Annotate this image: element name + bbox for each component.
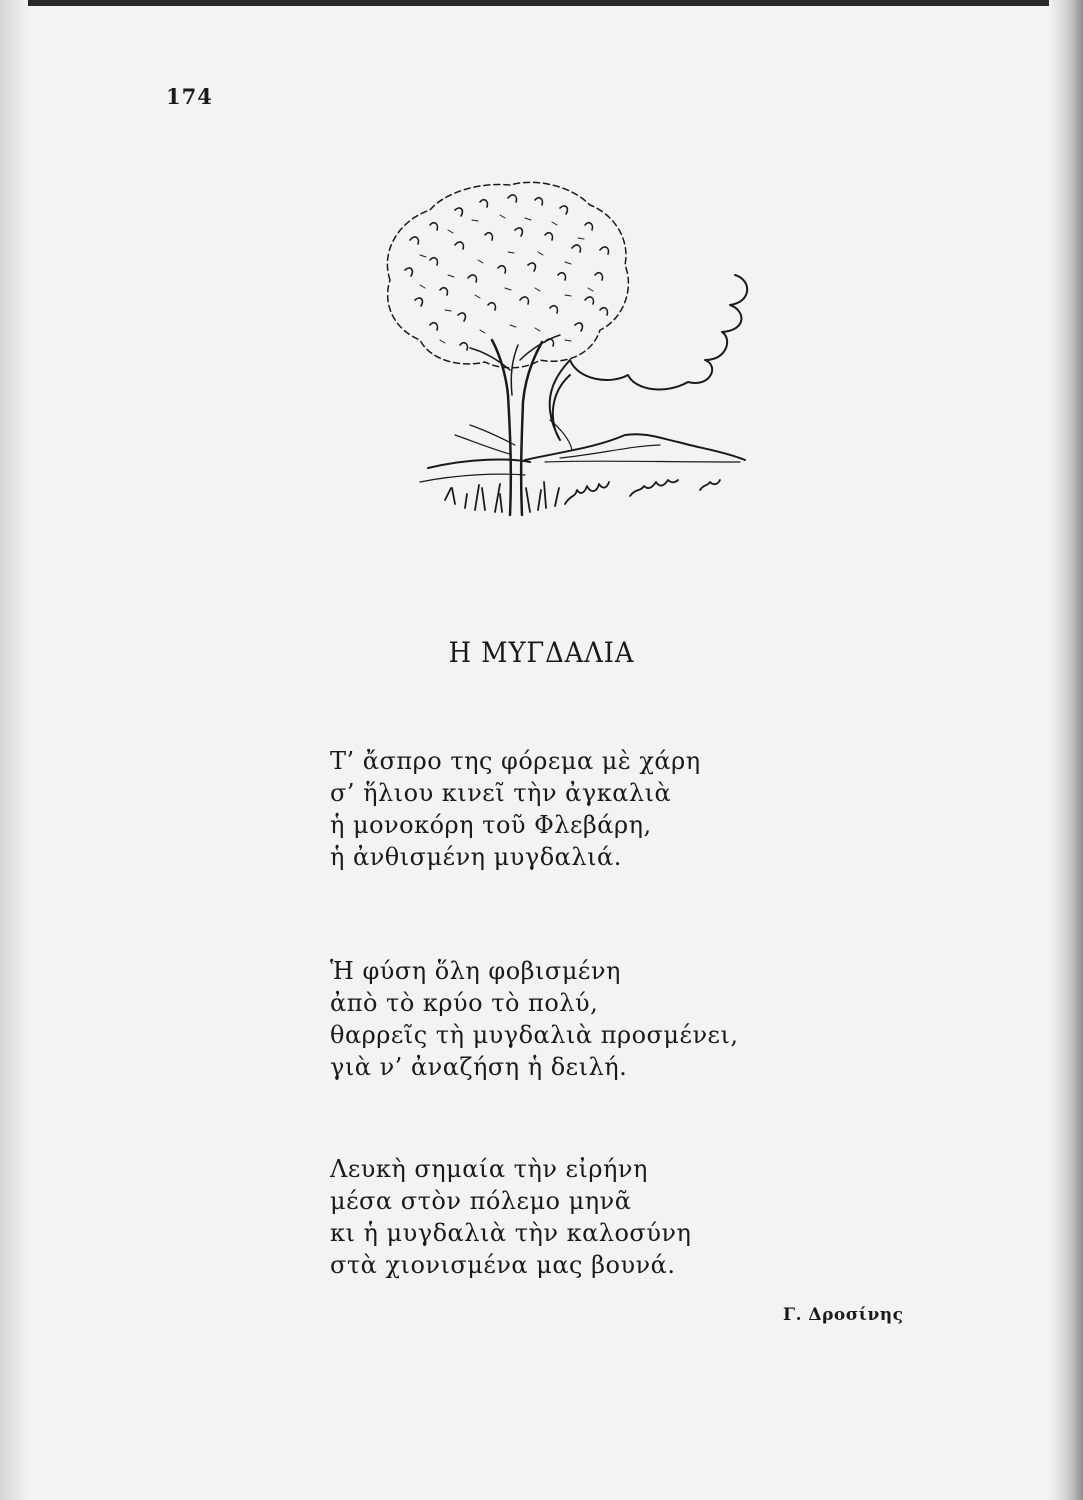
almond-tree-drawing	[360, 170, 780, 530]
verse-line: στὰ χιονισμένα μας βουνά.	[330, 1251, 676, 1279]
page-gutter-shadow	[0, 0, 28, 1500]
verse-line: μέσα στὸν πόλεμο μηνᾶ	[330, 1187, 632, 1215]
stanza-2	[330, 955, 850, 1083]
verse-line: Ἡ φύση ὅλη φοβισμένη	[330, 957, 621, 985]
stanza-3	[330, 1153, 850, 1281]
verse-line: θαρρεῖς τὴ μυγδαλιὰ προσμένει,	[330, 1021, 739, 1049]
verse-line: ἀπὸ τὸ κρύο τὸ πολύ,	[330, 989, 599, 1017]
verse-line: γιὰ ν’ ἀναζήση ἡ δειλή.	[330, 1053, 628, 1081]
verse-line: ἡ μονοκόρη τοῦ Φλεβάρη,	[330, 811, 652, 839]
poem-author: Γ. Δροσίνης	[783, 1305, 904, 1325]
verse-line: ἡ ἀνθισμένη μυγδαλιά.	[330, 843, 622, 871]
poem-title: Η ΜΥΓΔΑΛΙΑ	[448, 636, 635, 669]
stanza-1	[330, 745, 850, 873]
verse-line: Τ’ ἄσπρο της φόρεμα μὲ χάρη	[330, 747, 701, 775]
verse-line: κι ἡ μυγδαλιὰ τὴν καλοσύνη	[330, 1219, 692, 1247]
verse-line: σ’ ἥλιου κινεῖ τὴν ἀγκαλιὰ	[330, 779, 672, 807]
verse-line: Λευκὴ σημαία τὴν εἰρήνη	[330, 1155, 648, 1183]
page-number: 174	[166, 84, 213, 109]
page-right-edge	[1049, 0, 1083, 1500]
page-top-edge	[0, 0, 1083, 6]
